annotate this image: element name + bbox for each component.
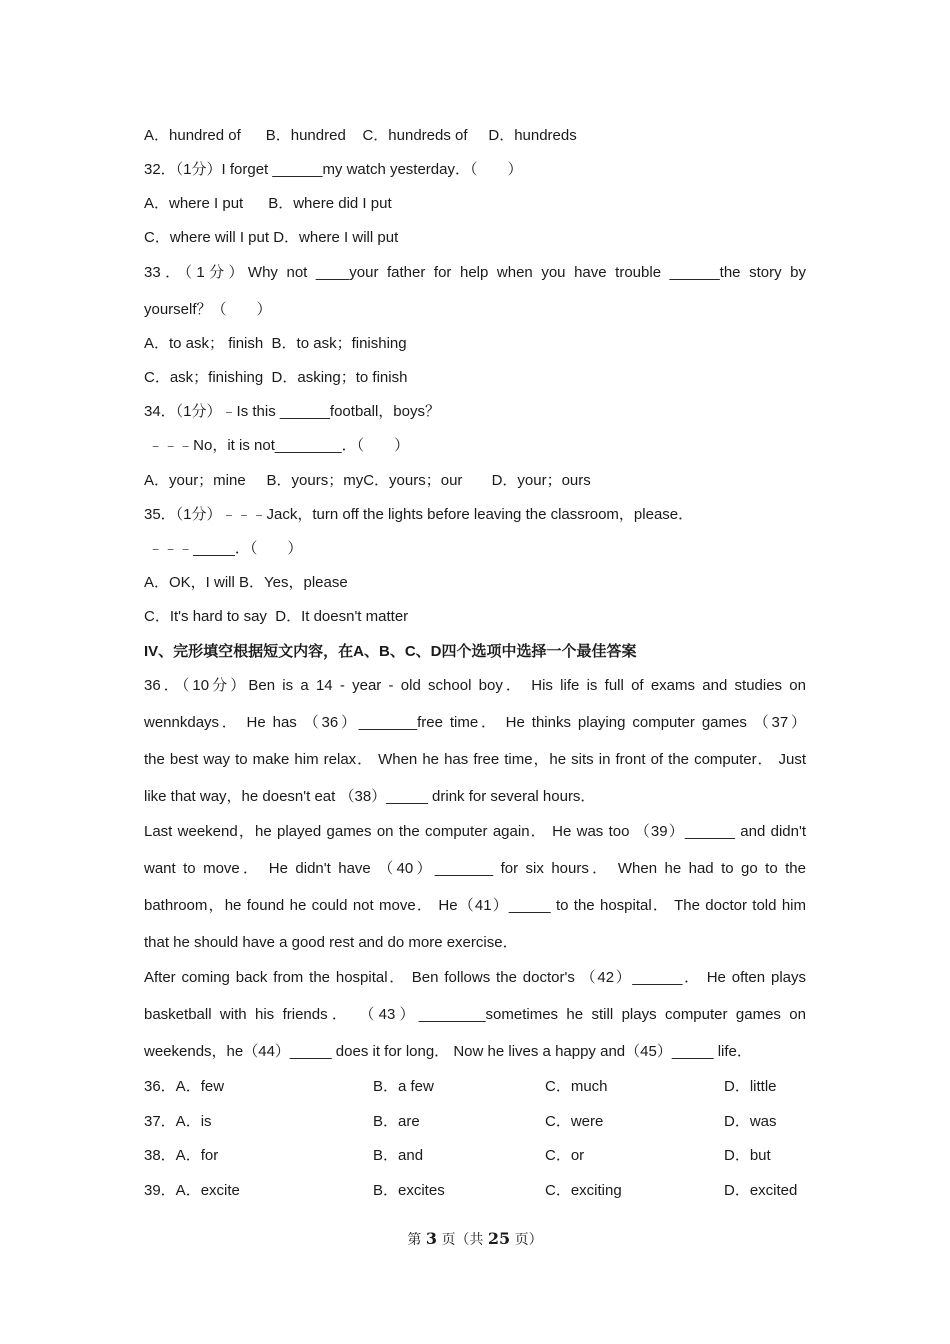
option-b: B．are <box>373 1113 420 1130</box>
question-32: 32．（1分）I forget ______my watch yesterday．（ ） <box>144 161 523 178</box>
option-line-35b: C．It's hard to say D．It doesn't matter <box>144 608 409 625</box>
option-d: D．little <box>724 1078 777 1095</box>
passage-line-10: basketball with his friends． （43）________sometimes he still plays computer games on <box>144 1006 806 1023</box>
section-heading: IV、完形填空根据短文内容，在A、B、C、D四个选项中选择一个最佳答案 <box>144 643 637 660</box>
option-a: 39．A．excite <box>144 1182 240 1199</box>
question-34: 34．（1分）﹣Is this ______football，boys？ <box>144 403 440 420</box>
passage-line-7: bathroom，he found he could not move． He（41）_____ to the hospital． The doctor told him <box>144 897 806 914</box>
option-a: 36．A．few <box>144 1078 225 1095</box>
footer-suffix: 页） <box>514 1232 543 1248</box>
option-c: C．much <box>545 1078 608 1095</box>
passage-line-5: Last weekend，he played games on the computer again． He was too （39）______ and didn't <box>144 823 806 840</box>
passage-line-4: like that way，he doesn't eat （38）_____ drink for several hours． <box>144 788 596 805</box>
question-35-reply: ﹣﹣﹣_____．（ ） <box>144 540 303 557</box>
option-d: D．was <box>724 1113 777 1130</box>
option-line-33a: A．to ask； finish B．to ask；finishing <box>144 335 407 352</box>
footer-prefix: 第 <box>407 1232 422 1248</box>
option-a: 37．A．is <box>144 1113 212 1130</box>
footer-middle: 页（共 <box>441 1232 484 1248</box>
question-35: 35．（1分）﹣﹣﹣Jack，turn off the lights before leaving the classroom，please． <box>144 506 694 523</box>
page-footer <box>0 1229 950 1249</box>
passage-line-6: want to move． He didn't have （40）_______ for six hours． When he had to go to the <box>144 860 806 877</box>
passage-line-8: that he should have a good rest and do more exercise． <box>144 934 518 951</box>
option-d: D．but <box>724 1147 771 1164</box>
passage-line-1: 36．（10分）Ben is a 14 - year - old school boy． His life is full of exams and studies on <box>144 677 806 694</box>
option-d: D．excited <box>724 1182 798 1199</box>
total-pages: 25 <box>487 1229 511 1248</box>
option-a: 38．A．for <box>144 1147 219 1164</box>
passage-line-11: weekends，he（44）_____ does it for long． Now he lives a happy and（45）_____ life． <box>144 1043 752 1060</box>
passage-line-9: After coming back from the hospital． Ben follows the doctor's （42）______． He often plays <box>144 969 806 986</box>
option-line-34: A．your；mine B．yours；myC．yours；our D．your；ours <box>144 472 591 489</box>
option-b: B．a few <box>373 1078 434 1095</box>
option-c: C．exciting <box>545 1182 622 1199</box>
option-line-35a: A．OK，I will B．Yes，please <box>144 574 348 591</box>
option-b: B．and <box>373 1147 424 1164</box>
option-line-33b: C．ask；finishing D．asking；to finish <box>144 369 408 386</box>
question-33-cont: yourself？（ ） <box>144 301 272 318</box>
option-line-31: A．hundred of B．hundred C．hundreds of D．hundreds <box>144 127 577 144</box>
option-line-32b: C．where will I put D．where I will put <box>144 229 399 246</box>
question-34-reply: ﹣﹣﹣No，it is not________．（ ） <box>144 437 410 454</box>
page-number: 3 <box>425 1229 437 1248</box>
question-33: 33．（1分）Why not ____your father for help when you have trouble ______the story by <box>144 264 806 281</box>
passage-line-3: the best way to make him relax． When he has free time，he sits in front of the computer． Just <box>144 751 806 768</box>
passage-line-2: wennkdays． He has （36）_______free time． He thinks playing computer games （37） <box>144 714 806 731</box>
option-c: C．were <box>545 1113 604 1130</box>
option-c: C．or <box>545 1147 585 1164</box>
option-b: B．excites <box>373 1182 445 1199</box>
option-line-32a: A．where I put B．where did I put <box>144 195 392 212</box>
